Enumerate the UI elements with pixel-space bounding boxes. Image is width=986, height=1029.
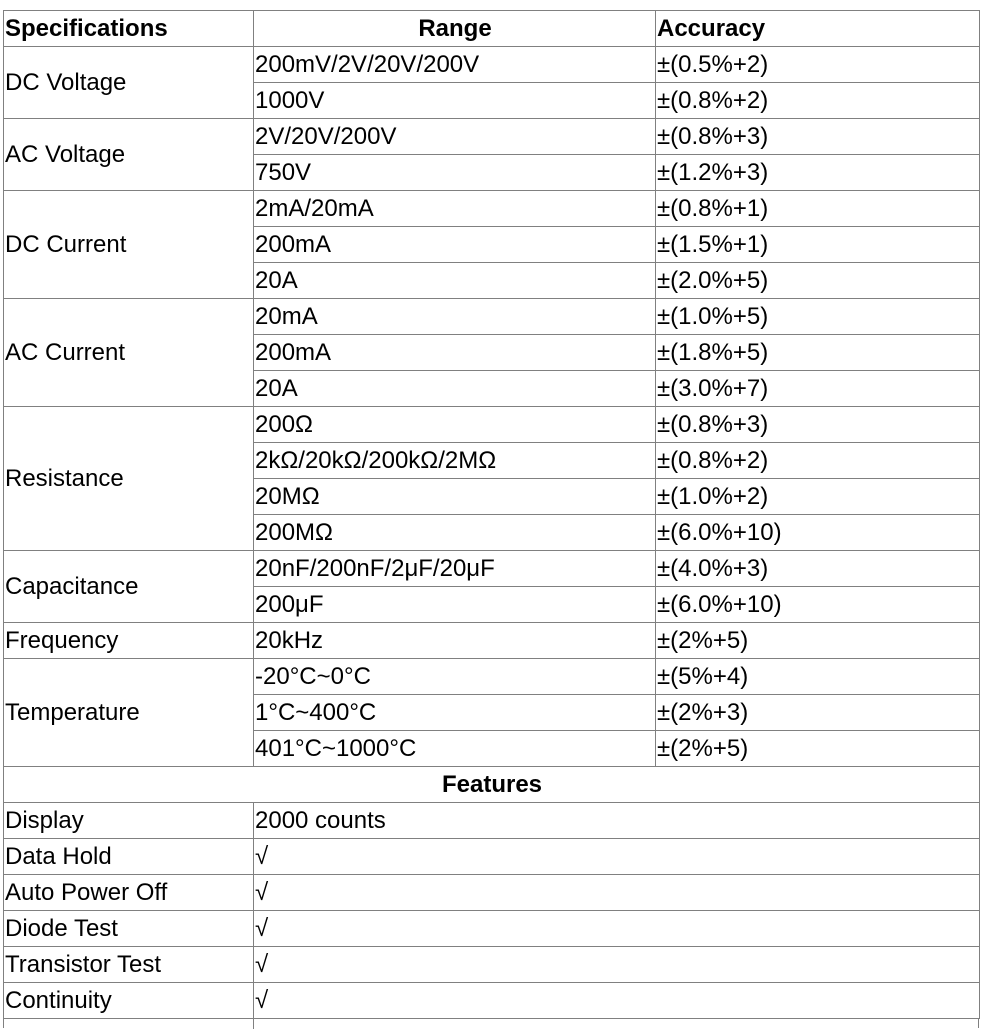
accuracy-header: Accuracy	[656, 11, 980, 47]
accuracy-cell: ±(0.5%+2)	[656, 47, 980, 83]
range-header: Range	[254, 11, 656, 47]
spec-name-cell: Capacitance	[4, 551, 254, 623]
accuracy-cell: ±(2%+5)	[656, 731, 980, 767]
range-cell: 1000V	[254, 83, 656, 119]
accuracy-cell: ±(4.0%+3)	[656, 551, 980, 587]
accuracy-cell: ±(0.8%+1)	[656, 191, 980, 227]
column-divider	[253, 1019, 254, 1029]
range-cell: 2mA/20mA	[254, 191, 656, 227]
accuracy-cell: ±(2%+5)	[656, 623, 980, 659]
accuracy-cell: ±(5%+4)	[656, 659, 980, 695]
range-cell: 20A	[254, 263, 656, 299]
range-cell: 200Ω	[254, 407, 656, 443]
specifications-body	[4, 47, 980, 1019]
accuracy-cell: ±(0.8%+3)	[656, 407, 980, 443]
specifications-header: Specifications	[4, 11, 254, 47]
accuracy-cell: ±(2.0%+5)	[656, 263, 980, 299]
accuracy-cell: ±(6.0%+10)	[656, 515, 980, 551]
range-cell: 20MΩ	[254, 479, 656, 515]
feature-value-cell: √	[254, 911, 980, 947]
table-continuation-edge	[3, 1018, 979, 1028]
range-cell: 2kΩ/20kΩ/200kΩ/2MΩ	[254, 443, 656, 479]
table-row	[4, 119, 980, 155]
range-cell: 200mA	[254, 335, 656, 371]
accuracy-cell: ±(6.0%+10)	[656, 587, 980, 623]
range-cell: 20nF/200nF/2μF/20μF	[254, 551, 656, 587]
specifications-table	[3, 10, 980, 1019]
spec-name-cell: DC Voltage	[4, 47, 254, 119]
range-cell: 200mV/2V/20V/200V	[254, 47, 656, 83]
table-row	[4, 659, 980, 695]
range-cell: 401°C~1000°C	[254, 731, 656, 767]
table-header-row	[4, 11, 980, 47]
feature-row	[4, 947, 980, 983]
feature-value-cell: √	[254, 983, 980, 1019]
feature-name-cell: Continuity	[4, 983, 254, 1019]
spec-name-cell: Resistance	[4, 407, 254, 551]
feature-name-cell: Transistor Test	[4, 947, 254, 983]
range-cell: 200mA	[254, 227, 656, 263]
spec-name-cell: DC Current	[4, 191, 254, 299]
feature-name-cell: Data Hold	[4, 839, 254, 875]
range-cell: 200MΩ	[254, 515, 656, 551]
accuracy-cell: ±(1.2%+3)	[656, 155, 980, 191]
range-cell: 20A	[254, 371, 656, 407]
accuracy-cell: ±(0.8%+3)	[656, 119, 980, 155]
spec-name-cell: AC Current	[4, 299, 254, 407]
feature-value-cell: √	[254, 839, 980, 875]
accuracy-cell: ±(2%+3)	[656, 695, 980, 731]
feature-row	[4, 839, 980, 875]
feature-row	[4, 803, 980, 839]
spec-name-cell: AC Voltage	[4, 119, 254, 191]
feature-value-cell: √	[254, 875, 980, 911]
accuracy-cell: ±(1.0%+2)	[656, 479, 980, 515]
accuracy-cell: ±(3.0%+7)	[656, 371, 980, 407]
table-row	[4, 623, 980, 659]
table-row	[4, 551, 980, 587]
features-header-row	[4, 767, 980, 803]
range-cell: 20mA	[254, 299, 656, 335]
range-cell: 20kHz	[254, 623, 656, 659]
accuracy-cell: ±(1.0%+5)	[656, 299, 980, 335]
range-cell: 200μF	[254, 587, 656, 623]
features-title: Features	[4, 767, 980, 803]
accuracy-cell: ±(0.8%+2)	[656, 443, 980, 479]
feature-name-cell: Auto Power Off	[4, 875, 254, 911]
feature-row	[4, 983, 980, 1019]
feature-value-cell: √	[254, 947, 980, 983]
feature-row	[4, 911, 980, 947]
table-row	[4, 47, 980, 83]
range-cell: 1°C~400°C	[254, 695, 656, 731]
feature-value-cell: 2000 counts	[254, 803, 980, 839]
range-cell: 2V/20V/200V	[254, 119, 656, 155]
feature-name-cell: Diode Test	[4, 911, 254, 947]
table-row	[4, 299, 980, 335]
accuracy-cell: ±(1.8%+5)	[656, 335, 980, 371]
spec-name-cell: Temperature	[4, 659, 254, 767]
feature-name-cell: Display	[4, 803, 254, 839]
feature-row	[4, 875, 980, 911]
range-cell: 750V	[254, 155, 656, 191]
accuracy-cell: ±(1.5%+1)	[656, 227, 980, 263]
spec-name-cell: Frequency	[4, 623, 254, 659]
table-row	[4, 191, 980, 227]
accuracy-cell: ±(0.8%+2)	[656, 83, 980, 119]
range-cell: -20°C~0°C	[254, 659, 656, 695]
table-row	[4, 407, 980, 443]
